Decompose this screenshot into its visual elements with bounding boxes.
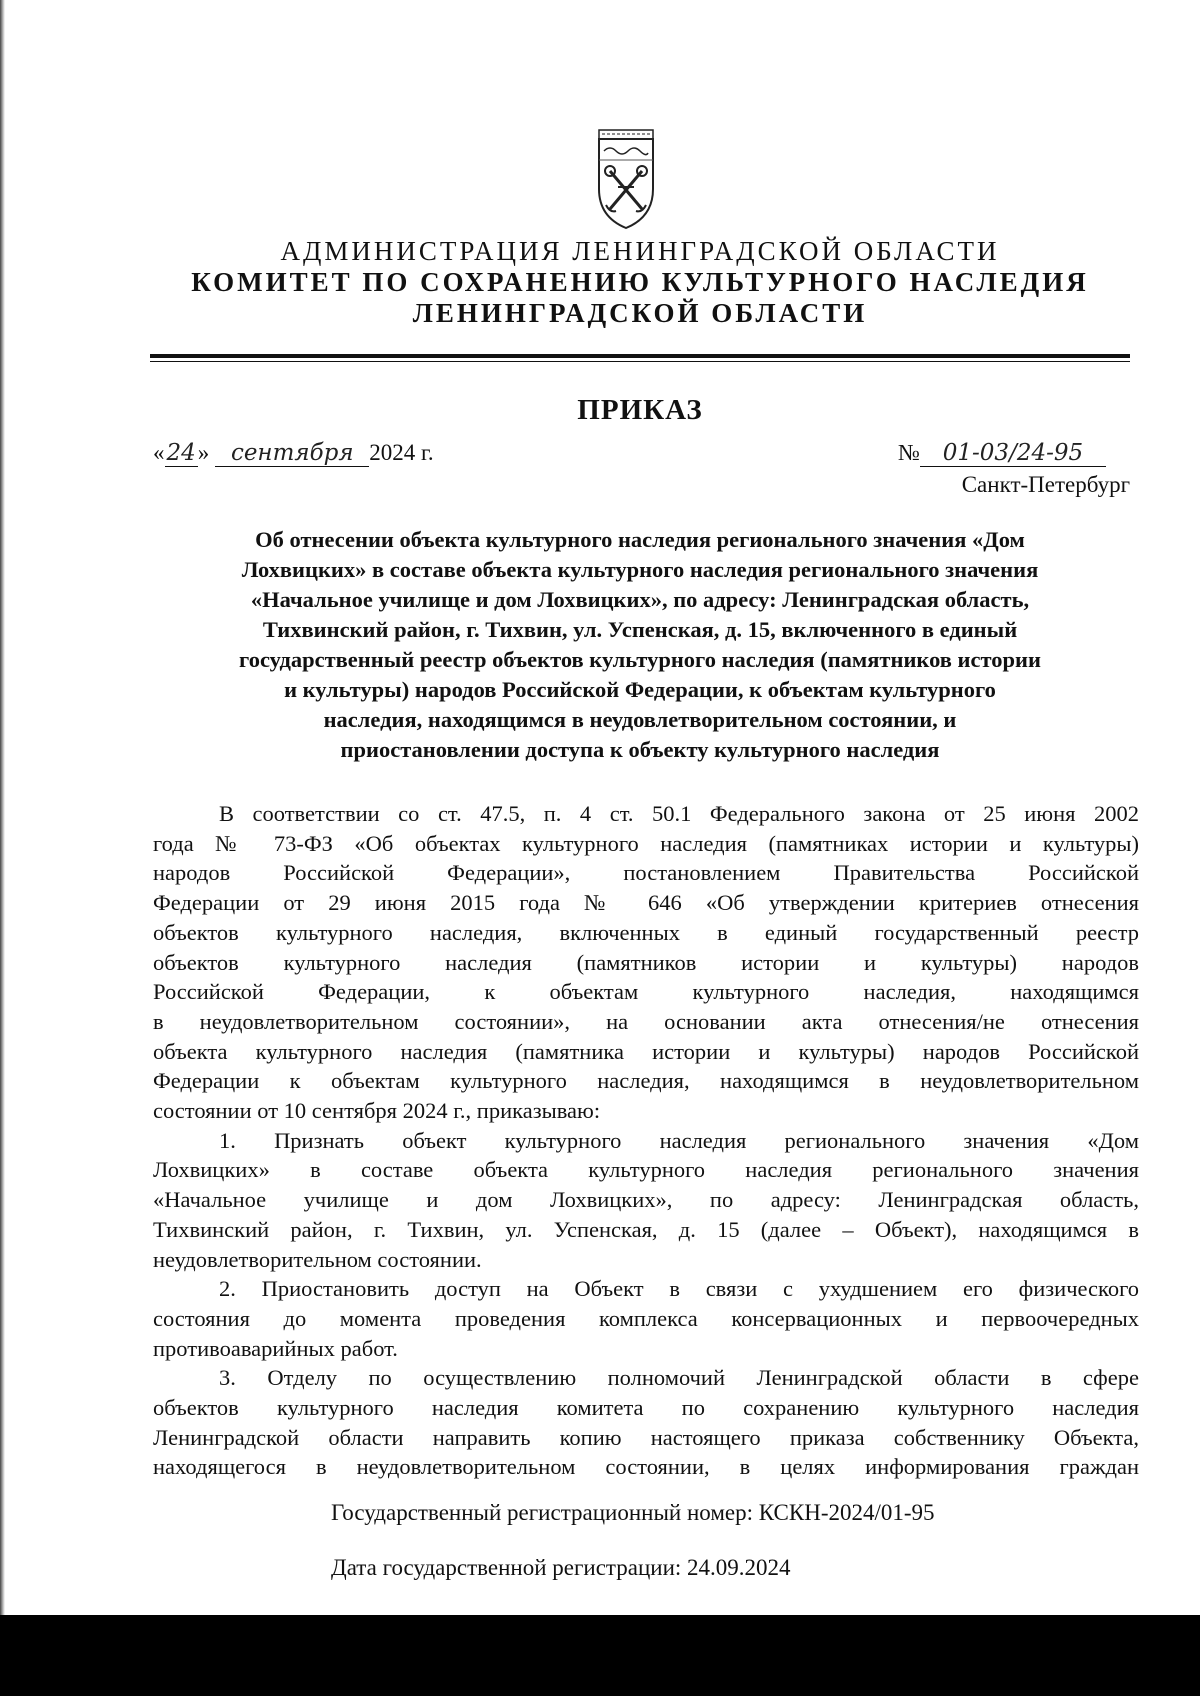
body-line: объектов культурного наследия комитета по сохранению культурного наследия bbox=[153, 1395, 1139, 1421]
subject-line: Лохвицких» в составе объекта культурного наследия регионального значения bbox=[241, 557, 1039, 582]
body-line: объектов культурного наследия, включенных в единый государственный реестр bbox=[153, 919, 1139, 945]
header-region: ЛЕНИНГРАДСКОЙ ОБЛАСТИ bbox=[412, 298, 868, 328]
body-line: в неудовлетворительном состоянии», на основании акта отнесения/не отнесения bbox=[153, 1008, 1139, 1034]
date-open-quote: « bbox=[153, 440, 165, 465]
date-close-quote: » bbox=[197, 440, 210, 465]
document-title: ПРИКАЗ bbox=[577, 394, 703, 426]
header-rule-thick bbox=[150, 354, 1130, 358]
body-line: объекта культурного наследия (памятника истории и культуры) народов Российской bbox=[153, 1038, 1139, 1064]
date-day: 24 bbox=[166, 440, 196, 466]
body-line: года № 73-ФЗ «Об объектах культурного наследия (памятниках истории и культуры) bbox=[153, 830, 1139, 856]
subject-line: наследия, находящимся в неудовлетворительном состоянии, и bbox=[323, 707, 957, 732]
body-line: 2. Приостановить доступ на Объект в связи с ухудшением его физического bbox=[219, 1276, 1139, 1302]
subject-line: и культуры) народов Российской Федерации, к объектам культурного bbox=[284, 677, 996, 702]
order-number bbox=[898, 440, 1106, 467]
body-line: состоянии от 10 сентября 2024 г., приказываю: bbox=[153, 1098, 601, 1124]
body-line: народов Российской Федерации», постановлением Правительства Российской bbox=[153, 860, 1139, 886]
body-line: противоаварийных работ. bbox=[153, 1335, 398, 1361]
body-line: неудовлетворительном состоянии. bbox=[153, 1246, 482, 1272]
body-line: Ленинградской области направить копию настоящего приказа собственнику Объекта, bbox=[153, 1424, 1139, 1450]
body-line: объектов культурного наследия (памятников истории и культуры) народов bbox=[153, 949, 1139, 975]
coat-of-arms-icon bbox=[596, 127, 656, 231]
number-prefix: № bbox=[898, 440, 920, 465]
header-committee: КОМИТЕТ ПО СОХРАНЕНИЮ КУЛЬТУРНОГО НАСЛЕДИЯ bbox=[191, 267, 1089, 297]
body-line: Лохвицких» в составе объекта культурного наследия регионального значения bbox=[153, 1157, 1139, 1183]
body-line: состояния до момента проведения комплекса консервационных и первоочередных bbox=[153, 1305, 1139, 1331]
body-line: 3. Отделу по осуществлению полномочий Ленинградской области в сфере bbox=[219, 1365, 1139, 1391]
body-line: Федерации к объектам культурного наследия, находящимся в неудовлетворительном bbox=[153, 1068, 1139, 1094]
body-line: В соответствии со ст. 47.5, п. 4 ст. 50.1 Федерального закона от 25 июня 2002 bbox=[219, 801, 1139, 826]
body-line: находящегося в неудовлетворительном состоянии, в целях информирования граждан bbox=[153, 1454, 1139, 1480]
scan-bottom-bar bbox=[0, 1615, 1200, 1696]
subject-line: государственный реестр объектов культурного наследия (памятников истории bbox=[239, 647, 1041, 672]
order-city: Санкт-Петербург bbox=[961, 472, 1130, 497]
body-line: «Начальное училище и дом Лохвицких», по адресу: Ленинградская область, bbox=[153, 1187, 1139, 1213]
header-administration: АДМИНИСТРАЦИЯ ЛЕНИНГРАДСКОЙ ОБЛАСТИ bbox=[280, 236, 1000, 266]
body-line: Российской Федерации, к объектам культурного наследия, находящимся bbox=[153, 979, 1139, 1005]
subject-line: приостановлении доступа к объекту культурного наследия bbox=[340, 737, 940, 762]
date-month: сентября bbox=[215, 440, 369, 467]
subject-line: «Начальное училище и дом Лохвицких», по адресу: Ленинградская область, bbox=[250, 587, 1030, 612]
order-date bbox=[153, 440, 434, 467]
body-line: Тихвинский район, г. Тихвин, ул. Успенская, д. 15 (далее – Объект), находящимся в bbox=[153, 1216, 1139, 1242]
body-line: Федерации от 29 июня 2015 года № 646 «Об утверждении критериев отнесения bbox=[153, 890, 1139, 916]
registration-date: Дата государственной регистрации: 24.09.2024 bbox=[331, 1555, 791, 1580]
header-rule-thin bbox=[150, 361, 1130, 362]
subject-line: Тихвинский район, г. Тихвин, ул. Успенская, д. 15, включенного в единый bbox=[262, 617, 1018, 642]
body-line: 1. Признать объект культурного наследия регионального значения «Дом bbox=[219, 1127, 1139, 1153]
date-year: 2024 г. bbox=[369, 440, 434, 465]
registration-number: Государственный регистрационный номер: КСКН-2024/01-95 bbox=[331, 1500, 935, 1525]
order-body bbox=[153, 799, 1139, 1482]
order-subject bbox=[150, 525, 1130, 765]
subject-line: Об отнесении объекта культурного наследия регионального значения «Дом bbox=[255, 527, 1025, 552]
number-value: 01-03/24-95 bbox=[920, 440, 1106, 467]
